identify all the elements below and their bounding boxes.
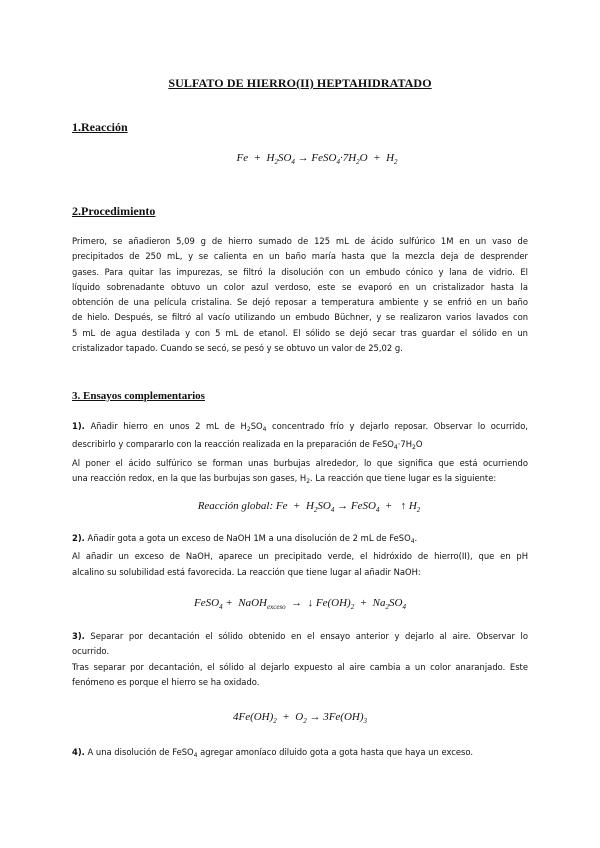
ensayo-2-question-line: 2). Añadir gota a gota un exceso de NaOH 1M a una disolución de 2 mL de FeSO$_4$. <box>72 533 418 545</box>
ensayo-3-question-line: ocurrido. <box>72 646 110 657</box>
ensayo-4-question-line: 4). A una disolución de FeSO$_4$ agregar amoníaco diluido gota a gota hasta que haya un exceso. <box>72 747 474 759</box>
ensayo-3-text <box>72 629 528 690</box>
ensayo-1-question-line: describirlo y compararlo con la reacción realizada en la preparación de $FeSO_4\cdot 7H_2O$ <box>72 439 423 452</box>
section-heading-procedimiento: 2.Procedimiento <box>72 204 156 218</box>
ensayo-3-equation: $4Fe(OH)_2 + O_2 \to 3Fe(OH)_3$ <box>232 711 368 725</box>
document-title: SULFATO DE HIERRO(II) HEPTAHIDRATADO <box>168 76 432 90</box>
ensayo-3-answer-line: Tras separar por decantación, el sólido al dejarlo expuesto al aire cambia a un color anaranjado. Este <box>72 661 528 672</box>
section-heading-reaccion: 1.Reacción <box>72 120 128 134</box>
ensayo-4-text <box>72 745 528 763</box>
procedure-paragraph <box>72 234 528 356</box>
ensayo-1-answer-line: una reacción redox, en la que las burbujas son gases, $H_2$. La reacción que tiene lugar es la siguiente: <box>72 472 497 485</box>
ensayo-1-number: 1). <box>72 421 85 431</box>
ensayo-2-equation: FeSO$_4$ + NaOH$_{exceso}$ → ↓ $Fe(OH)_2 + Na_2SO_4$ <box>194 597 406 611</box>
procedure-line: líquido sobrenadante obtuvo un color azul verdoso, este se evaporó en un cristalizador hasta la <box>72 281 528 292</box>
ensayo-1-text <box>72 419 528 489</box>
procedure-line: cristalizador tapado. Cuando se secó, se pesó y se obtuvo un valor de 25,02 g. <box>72 343 403 354</box>
ensayo-3-question-line: 3). Separar por decantación el sólido obtenido en el ensayo anterior y dejarlo al aire. Observar lo <box>72 631 528 641</box>
procedure-line: precipitados de 250 mL, y se calienta en un baño maría hasta que la mezcla deja de desprender <box>72 251 528 262</box>
procedure-line: de hielo. Después, se filtró al vacío utilizando un embudo Büchner, y se realizaron varios lavados con <box>72 312 528 323</box>
ensayo-1-answer-line: Al poner el ácido sulfúrico se forman unas burbujas alrededor, lo que significa que está ocurriendo <box>72 457 528 468</box>
ensayo-3-answer-line: fenómeno es porque el hierro se ha oxidado. <box>72 676 260 687</box>
ensayo-2-answer-line: Al añadir un exceso de NaOH, aparece un precipitado verde, el hidróxido de hierro(II), que en pH <box>72 551 528 562</box>
ensayo-1-equation: Reacción global: $Fe + H_2SO_4$ → FeSO$_4$ + ↑ $H_2$ <box>197 500 421 514</box>
procedure-line: gases. Para quitar las impurezas, se filtró la disolución con un embudo cónico y lana de vidrio. El <box>72 266 528 277</box>
ensayo-4-number: 4). <box>72 747 85 757</box>
procedure-line: Primero, se añadieron 5,09 g de hierro sumado de 125 mL de ácido sulfúrico 1M en un vaso de <box>72 236 528 246</box>
ensayo-3-number: 3). <box>72 631 85 641</box>
ensayo-2-answer-line: alcalino su solubilidad está favorecida. La reacción que tiene lugar al añadir NaOH: <box>72 566 421 577</box>
ensayo-1-question-line: 1). Añadir hierro en unos 2 mL de $H_2SO_4$ concentrado frío y dejarlo reposar. Observar lo ocurrido, <box>72 421 528 433</box>
procedure-line: 5 mL de agua destilada y con 5 mL de etanol. El sólido se dejó secar tras guardar el sólido en un <box>72 327 528 338</box>
main-reaction-equation: $Fe + H_2SO_4$ → $FeSO_4\cdot 7H_2O + H_2$ <box>236 152 398 166</box>
ensayo-2-number: 2). <box>72 533 85 543</box>
ensayo-2-text <box>72 531 528 580</box>
section-heading-ensayos: 3. Ensayos complementarios <box>72 390 205 402</box>
procedure-line: obtención de una película cristalina. Se dejó reposar a temperatura ambiente y se enfrió en un baño <box>72 297 528 308</box>
